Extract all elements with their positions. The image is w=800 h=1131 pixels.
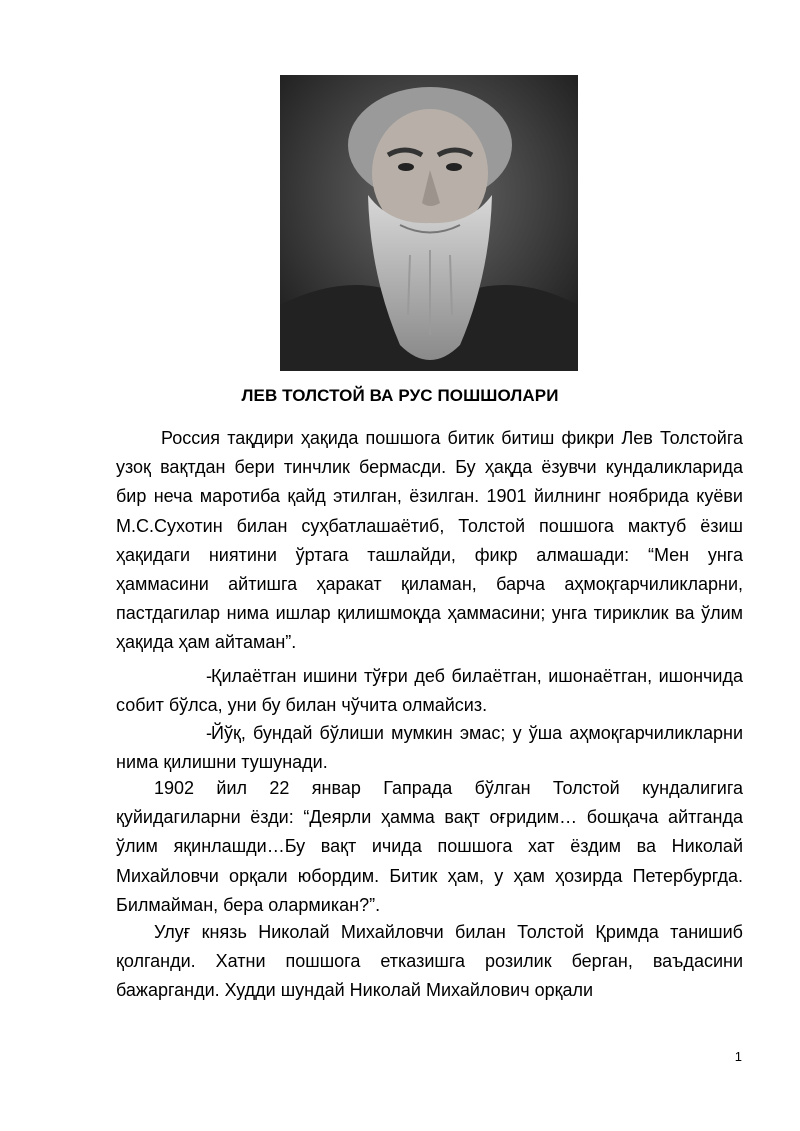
paragraph-3-text: 1902 йил 22 январ Гапрада бўлган Толстой кундалигига қуйидагиларни ёзди: “Деярли ҳамма вақт оғридим… бошқача айтганда ўлим яқинлашди…Бу вақт ичида пошшога хат ёздим ва Николай Михайловчи орқали юбордим. Битик ҳам, у ҳам ҳозирда Петербургда. Билмайман, бера олармикан?”. [116,778,743,915]
document-title: ЛЕВ ТОЛСТОЙ ВА РУС ПОШШОЛАРИ [241,386,559,405]
paragraph-1 [116,424,743,658]
dialogue-text: Қилаётган ишини тўғри деб билаётган, ишонаётган, ишончида собит бўлса, уни бу билан чўчита олмайсиз. [116,666,743,716]
dialogue-dash: - [206,666,212,686]
paragraph-4-text: Улуғ князь Николай Михайловчи билан Толстой Қримда танишиб қолганди. Хатни пошшога етказишга розилик берган, ваъдасини бажарганди. Худди шундай Николай Михайлович орқали [116,922,743,1001]
dialogue-line-2 [116,719,743,777]
page-number: 1 [734,1049,742,1064]
dialogue-line-1 [116,662,743,720]
paragraph-3 [116,774,743,920]
dialogue-text: Йўқ, бундай бўлиши мумкин эмас; у ўша аҳмоқгарчиликларни нима қилишни тушунади. [116,723,743,773]
paragraph-4 [116,918,743,1006]
dialogue-dash: - [206,723,212,743]
portrait-image [280,75,578,371]
paragraph-1-text: Россия тақдири ҳақида пошшога битик битиш фикри Лев Толстойга узоқ вақтдан бери тинчлик бермасди. Бу ҳақда ёзувчи кундаликларида бир неча маротиба қайд этилган, ёзилган. 1901 йилнинг ноябрида куёви М.С.Сухотин билан суҳбатлашаётиб, Толстой пошшога мактуб ёзиш ҳақидаги ниятини ўртага ташлайди, фикр алмашади: “Мен унга ҳаммасини айтишга ҳаракат қиламан, барча аҳмоқгарчиликларни, пастдагилар нима ишлар қилишмоқда ҳаммасини; унга тириклик ва ўлим ҳақида ҳам айтаман”. [116,428,743,653]
